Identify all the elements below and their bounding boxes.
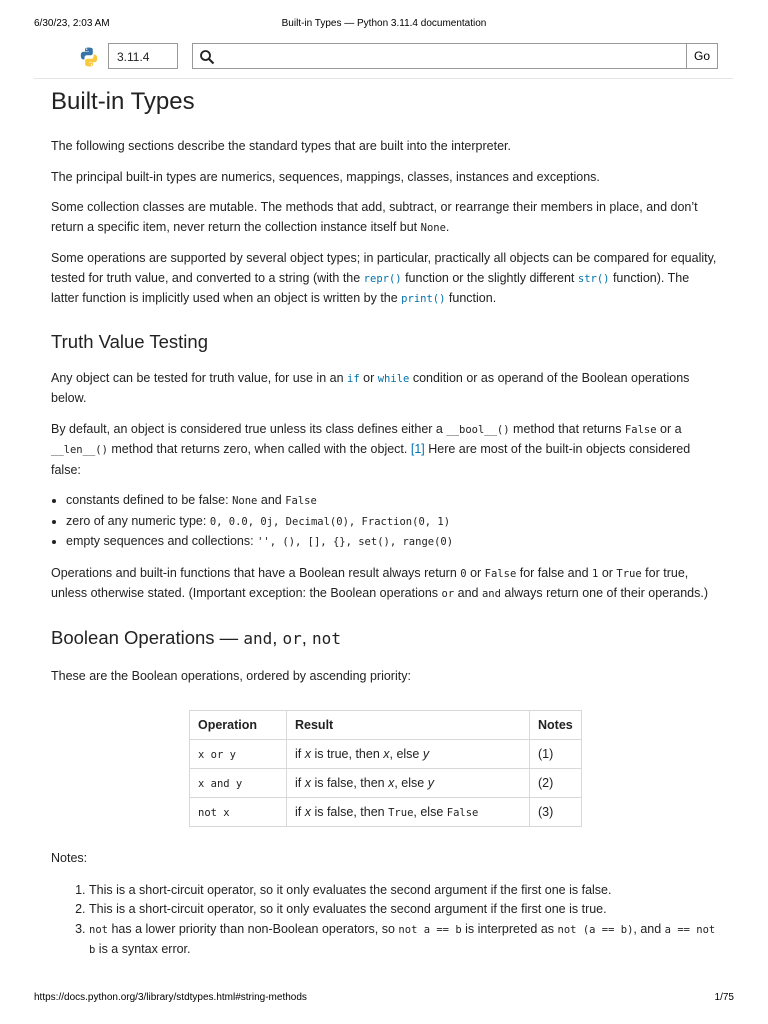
print-date: 6/30/23, 2:03 AM <box>34 18 110 29</box>
truth-value-heading: Truth Value Testing <box>51 330 208 352</box>
top-bar <box>34 42 733 79</box>
table-row: x or y if x is true, then x, else y (1) <box>190 740 582 769</box>
boolean-operations-heading: Boolean Operations — and, or, not <box>51 626 341 648</box>
main-content <box>51 80 717 961</box>
note-item: 3. not has a lower priority than non-Boolean operators, so not a == b is interpreted as not (a == b), and a == not b is a syntax error. <box>89 920 717 961</box>
notes-list <box>51 881 717 961</box>
boolean-operations-table <box>189 710 582 827</box>
intro-paragraph-3: Some collection classes are mutable. The methods that add, subtract, or rearrange their members in place, and don’t return a specific item, never return the collection instance itself but None. <box>51 200 698 234</box>
column-header: Operation <box>190 711 287 740</box>
intro-paragraph-4: Some operations are supported by several object types; in particular, practically all objects can be compared for equality, tested for truth value, and converted to a string (with the repr() function or the slightly different str() function). The latter function is implicitly used when an object is written by the print() function. <box>51 251 717 305</box>
list-item: • empty sequences and collections: '', (), [], {}, set(), range(0) <box>66 532 717 553</box>
table-row: not x if x is false, then True, else False (3) <box>190 798 582 827</box>
truth-paragraph-1: Any object can be tested for truth value, for use in an if or while condition or as operand of the Boolean operations below. <box>51 370 690 405</box>
page-title: Built-in Types <box>51 88 195 115</box>
search-icon <box>199 49 215 65</box>
version-selector[interactable]: 3.11.4 <box>108 43 178 69</box>
print-link[interactable]: print() <box>401 293 446 305</box>
column-header: Result <box>287 711 530 740</box>
go-button[interactable]: Go <box>686 43 718 69</box>
truth-paragraph-2: By default, an object is considered true unless its class defines either a __bool__() method that returns False or a __len__() method that returns zero, when called with the object. [1] Here are most of the built-in objects considered false: <box>51 421 691 477</box>
page-number: 1/75 <box>714 992 734 1003</box>
footnote-1-link[interactable]: [1] <box>410 442 425 456</box>
while-link[interactable]: while <box>377 372 410 385</box>
python-logo-icon[interactable] <box>78 46 100 68</box>
table-row: x and y if x is false, then x, else y (2) <box>190 769 582 798</box>
print-header <box>34 18 734 32</box>
column-header: Notes <box>530 711 582 740</box>
print-footer <box>34 992 734 1006</box>
notes-label: Notes: <box>51 851 88 865</box>
search-input[interactable] <box>221 47 680 67</box>
str-link[interactable]: str() <box>577 272 610 285</box>
intro-paragraph-2: The principal built-in types are numerics, sequences, mappings, classes, instances and exceptions. <box>51 169 600 184</box>
false-values-list <box>51 491 717 553</box>
repr-link[interactable]: repr() <box>363 272 402 285</box>
intro-paragraph-1: The following sections describe the standard types that are built into the interpreter. <box>51 139 511 153</box>
truth-paragraph-3: Operations and built-in functions that have a Boolean result always return 0 or False for false and 1 or True for true, unless otherwise stated. (Important exception: the Boolean operations or and and always return one of their operands.) <box>51 565 709 600</box>
boolean-intro: These are the Boolean operations, ordered by ascending priority: <box>51 668 411 683</box>
if-link[interactable]: if <box>347 372 360 385</box>
note-item: 2. This is a short-circuit operator, so it only evaluates the second argument if the first one is true. <box>89 900 717 920</box>
print-title: Built-in Types — Python 3.11.4 documentation <box>281 18 487 29</box>
note-item: 1. This is a short-circuit operator, so it only evaluates the second argument if the first one is false. <box>89 881 717 901</box>
search-box <box>192 43 687 69</box>
list-item: • constants defined to be false: None and False <box>66 491 717 512</box>
code-none: None <box>420 221 446 234</box>
table-header-row <box>190 711 582 740</box>
list-item: • zero of any numeric type: 0, 0.0, 0j, Decimal(0), Fraction(0, 1) <box>66 512 717 533</box>
print-url: https://docs.python.org/3/library/stdtypes.html#string-methods <box>34 992 307 1003</box>
